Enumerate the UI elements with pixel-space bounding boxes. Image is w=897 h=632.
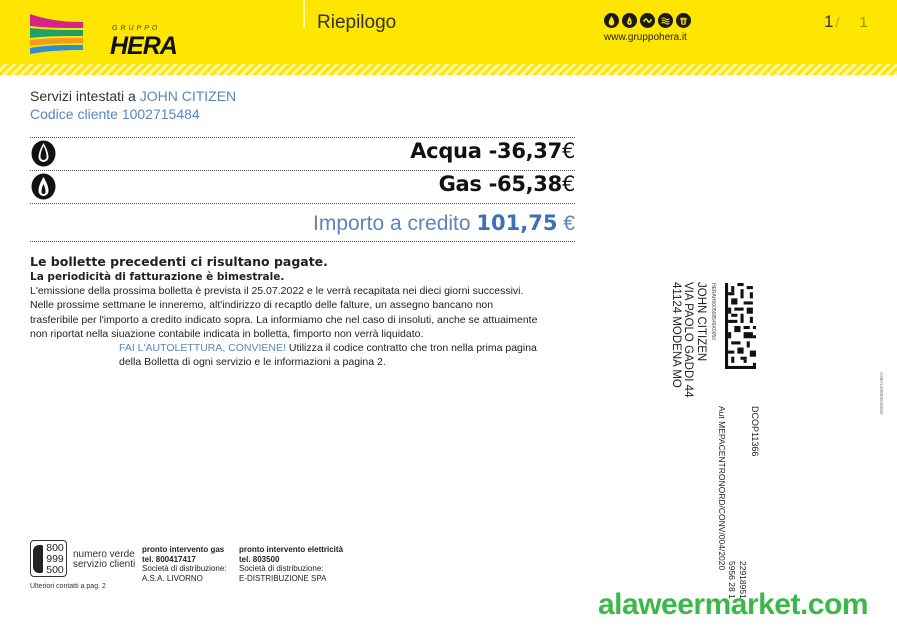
electric-distributor-label: Società di distribuzione: bbox=[239, 564, 324, 573]
electric-emergency-info bbox=[239, 545, 369, 583]
waste-bin-icon bbox=[676, 13, 691, 28]
service-amount: -36,37 bbox=[488, 139, 562, 163]
phone-number-part: 800 bbox=[46, 542, 64, 554]
page-separator: / bbox=[835, 14, 840, 30]
electric-emergency-title: pronto intervento elettricità bbox=[239, 545, 344, 554]
datamatrix-barcode-icon bbox=[725, 283, 756, 369]
datamatrix-code-text: HERAH000508549X0050 bbox=[710, 283, 716, 340]
service-name: Gas bbox=[438, 172, 482, 196]
client-label: Servizi intestati a bbox=[30, 88, 136, 104]
water-drop-icon bbox=[30, 140, 57, 167]
watermark-text: alaweermarket.com bbox=[598, 588, 868, 621]
toll-free-label bbox=[73, 550, 143, 570]
client-code: 1002715484 bbox=[121, 106, 200, 122]
recipient-name: JOHN CITIZEN bbox=[695, 282, 707, 362]
client-code-label: Codice cliente bbox=[30, 106, 118, 122]
service-amount-acqua bbox=[410, 139, 575, 163]
recipient-city: 41124 MODENA MO bbox=[670, 282, 682, 388]
autolettura-link[interactable]: FAI L'AUTOLETTURA, CONVIENE! bbox=[119, 342, 286, 355]
gas-flame-icon bbox=[30, 173, 57, 200]
notes-autolettura bbox=[30, 341, 540, 369]
notes-subheading: La periodicità di fatturazione è bimestrale. bbox=[30, 271, 285, 283]
page-title: Riepilogo bbox=[317, 12, 397, 33]
electric-distributor-name: E-DISTRIBUZIONE SPA bbox=[239, 573, 327, 583]
service-row-gas bbox=[30, 170, 575, 198]
postal-authorization: Aut MEPACENTRONORD/CONV/004/2020 bbox=[717, 406, 727, 571]
credit-currency: € bbox=[563, 212, 575, 235]
toll-free-label-line1: numero verde bbox=[73, 549, 135, 560]
service-amount-gas bbox=[439, 172, 575, 196]
phone-number-part: 999 bbox=[46, 553, 64, 565]
header-hatch-stripe bbox=[0, 64, 897, 75]
service-row-acqua bbox=[30, 137, 575, 165]
phone-number-part: 500 bbox=[46, 564, 64, 576]
side-margin-code: H38H1600B3649B50 bbox=[879, 372, 884, 415]
hera-logo bbox=[28, 12, 177, 60]
currency-symbol: € bbox=[561, 172, 575, 196]
logo-hera-text: HERA bbox=[110, 32, 177, 60]
hera-logo-stripes-icon bbox=[28, 12, 108, 54]
recipient-street: VIA PAOLO GADDI 44 bbox=[682, 282, 695, 398]
toll-free-badge bbox=[30, 540, 67, 577]
phone-handset-icon bbox=[33, 545, 43, 573]
divider bbox=[30, 203, 575, 204]
header-divider bbox=[303, 0, 305, 28]
client-info bbox=[30, 87, 236, 123]
toll-free-label-line2: servizio clienti bbox=[73, 559, 136, 570]
reference-number-1: 22918951 bbox=[738, 561, 748, 599]
client-name: JOHN CITIZEN bbox=[139, 88, 237, 104]
water-drop-icon bbox=[604, 13, 619, 28]
notes-next-bill: L'emissione della prossima bolletta è prevista il 25.07.2022 e le verrà recapitata nei dieci giorni successivi. bbox=[30, 285, 524, 298]
service-name: Acqua bbox=[410, 139, 482, 163]
district-heating-icon bbox=[658, 13, 673, 28]
page-current: 1 bbox=[824, 12, 834, 31]
gas-flame-icon bbox=[622, 13, 637, 28]
autolettura-text: Utilizza il codice contratto che tron nella prima pagina della Bolletta di ogni servizio e le informazioni a pagina 2. bbox=[119, 342, 537, 369]
dcop-code: DCOP11366 bbox=[750, 406, 760, 457]
divider bbox=[30, 241, 575, 242]
reference-number-2: 5956 28 1 bbox=[727, 561, 737, 599]
gas-emergency-info bbox=[142, 545, 242, 583]
more-contacts-note: Ulteriori contatti a pag. 2 bbox=[30, 583, 106, 590]
page-indicator bbox=[824, 12, 868, 32]
logo-gruppo-text: GRUPPO bbox=[112, 25, 161, 32]
gas-distributor-label: Società di distribuzione: bbox=[142, 564, 227, 573]
credit-amount bbox=[313, 211, 575, 236]
gas-emergency-phone[interactable]: tel. 800417417 bbox=[142, 554, 196, 564]
header-bar bbox=[0, 0, 897, 64]
electricity-icon bbox=[640, 13, 655, 28]
notes-refund: Nelle prossime settmane le inneremo, alt'indirizzo di recaptlo delle falture, un assegno bancano non trasferibile per l'importo a credito indicato sopra. La informiamo che nel caso di insoluti, anche se attuaimente non riportat nella siuazione contabile indicata in bolletta, fimporto non verrà liquidato. bbox=[30, 299, 538, 340]
gas-emergency-title: pronto intervento gas bbox=[142, 545, 225, 554]
billing-notes bbox=[30, 254, 540, 369]
electric-emergency-phone[interactable]: tel. 803500 bbox=[239, 554, 280, 564]
currency-symbol: € bbox=[561, 139, 575, 163]
credit-value: 101,75 bbox=[476, 211, 558, 235]
website-link[interactable]: www.gruppohera.it bbox=[604, 32, 687, 43]
service-amount: -65,38 bbox=[488, 172, 562, 196]
page-total: 1 bbox=[859, 14, 868, 31]
gas-distributor-name: A.S.A. LIVORNO bbox=[142, 573, 203, 583]
notes-heading: Le bollette precedenti ci risultano pagate. bbox=[30, 254, 328, 269]
mailing-address bbox=[670, 282, 708, 397]
service-icons bbox=[604, 13, 691, 28]
credit-label: Importo a credito bbox=[313, 212, 471, 235]
